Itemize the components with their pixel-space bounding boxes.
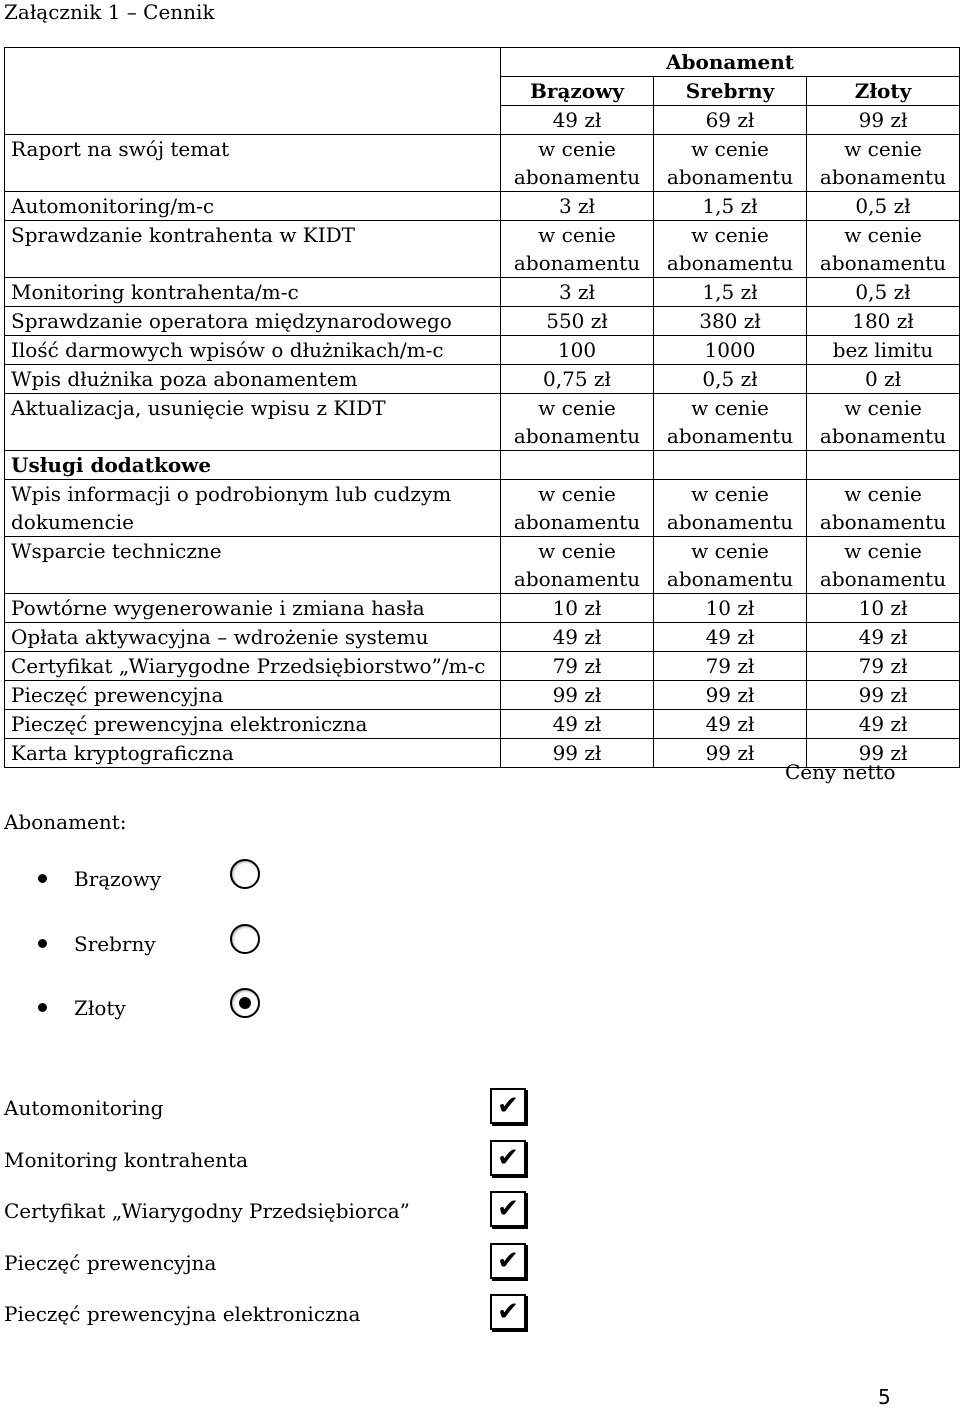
table-row xyxy=(5,652,960,681)
addon-label: Automonitoring xyxy=(4,1096,164,1120)
row-value: 99 zł xyxy=(501,739,654,768)
row-value: 99 zł xyxy=(654,681,807,710)
row-value: w cenie abonamentu xyxy=(501,537,654,594)
header-empty-cell xyxy=(5,48,501,77)
bullet-icon xyxy=(38,1003,47,1012)
table-row xyxy=(5,710,960,739)
row-value: 79 zł xyxy=(654,652,807,681)
table-row xyxy=(5,623,960,652)
row-value: 99 zł xyxy=(654,739,807,768)
row-value: 79 zł xyxy=(807,652,960,681)
page-number: 5 xyxy=(878,1385,891,1409)
bullet-icon xyxy=(38,939,47,948)
row-value: 49 zł xyxy=(807,623,960,652)
subscription-option-label: Złoty xyxy=(74,996,126,1020)
row-label: Pieczęć prewencyjna xyxy=(5,681,501,710)
plan-price-brazowy: 49 zł xyxy=(501,106,654,135)
row-label: Sprawdzanie operatora międzynarodowego xyxy=(5,307,501,336)
row-value: bez limitu xyxy=(807,336,960,365)
abonament-group-header: Abonament xyxy=(501,48,960,77)
row-label: Raport na swój temat xyxy=(5,135,501,192)
row-value: 99 zł xyxy=(501,681,654,710)
addon-item[interactable] xyxy=(0,1243,560,1283)
row-value: 99 zł xyxy=(807,681,960,710)
addon-item[interactable] xyxy=(0,1140,560,1180)
addon-item[interactable] xyxy=(0,1294,560,1334)
radio-checked-icon[interactable] xyxy=(230,988,260,1018)
pricing-table-body xyxy=(5,48,960,768)
radio-unchecked-icon[interactable] xyxy=(230,859,260,889)
addon-label: Certyfikat „Wiarygodny Przedsiębiorca” xyxy=(4,1199,410,1223)
row-value: 99 zł xyxy=(807,739,960,768)
addon-label: Pieczęć prewencyjna elektroniczna xyxy=(4,1302,361,1326)
row-value: 0,5 zł xyxy=(654,365,807,394)
radio-unchecked-icon[interactable] xyxy=(230,924,260,954)
section-header-row xyxy=(5,451,960,480)
row-value: w cenie abonamentu xyxy=(501,394,654,451)
row-value: w cenie abonamentu xyxy=(501,221,654,278)
row-value: 79 zł xyxy=(501,652,654,681)
row-value: 1000 xyxy=(654,336,807,365)
plan-name-srebrny: Srebrny xyxy=(654,77,807,106)
table-row xyxy=(5,681,960,710)
subscription-option-label: Srebrny xyxy=(74,932,156,956)
plan-price-zloty: 99 zł xyxy=(807,106,960,135)
row-label: Certyfikat „Wiarygodne Przedsiębiorstwo”/m-c xyxy=(5,652,501,681)
subscription-label: Abonament: xyxy=(4,810,127,834)
row-value: w cenie abonamentu xyxy=(654,221,807,278)
table-row xyxy=(5,336,960,365)
row-value: w cenie abonamentu xyxy=(501,135,654,192)
row-label: Opłata aktywacyjna – wdrożenie systemu xyxy=(5,623,501,652)
table-row xyxy=(5,192,960,221)
row-value: w cenie abonamentu xyxy=(807,221,960,278)
row-value: 49 zł xyxy=(807,710,960,739)
row-value: w cenie abonamentu xyxy=(654,480,807,537)
subscription-option[interactable] xyxy=(0,859,400,899)
header-row-group xyxy=(5,48,960,77)
row-value: 100 xyxy=(501,336,654,365)
net-prices-note: Ceny netto xyxy=(785,760,896,784)
row-value: w cenie abonamentu xyxy=(807,135,960,192)
table-row xyxy=(5,278,960,307)
checkbox-checked-icon[interactable]: ✔ xyxy=(490,1191,526,1227)
pricing-table xyxy=(4,47,960,768)
row-label: Wpis informacji o podrobionym lub cudzym dokumencie xyxy=(5,480,501,537)
checkbox-checked-icon[interactable]: ✔ xyxy=(490,1140,526,1176)
addon-label: Monitoring kontrahenta xyxy=(4,1148,248,1172)
row-value: 10 zł xyxy=(654,594,807,623)
header-empty-cell xyxy=(5,106,501,135)
header-empty-cell xyxy=(5,77,501,106)
table-row xyxy=(5,365,960,394)
row-value: 3 zł xyxy=(501,192,654,221)
table-row xyxy=(5,480,960,537)
row-value: w cenie abonamentu xyxy=(501,480,654,537)
row-value: 550 zł xyxy=(501,307,654,336)
row-value: w cenie abonamentu xyxy=(654,537,807,594)
row-value: 0 zł xyxy=(807,365,960,394)
row-label: Pieczęć prewencyjna elektroniczna xyxy=(5,710,501,739)
row-value: 0,5 zł xyxy=(807,192,960,221)
row-label: Aktualizacja, usunięcie wpisu z KIDT xyxy=(5,394,501,451)
row-label: Sprawdzanie kontrahenta w KIDT xyxy=(5,221,501,278)
section-header: Usługi dodatkowe xyxy=(5,451,501,480)
table-row xyxy=(5,394,960,451)
subscription-option[interactable] xyxy=(0,988,400,1028)
empty-cell xyxy=(654,451,807,480)
table-row xyxy=(5,537,960,594)
plan-name-zloty: Złoty xyxy=(807,77,960,106)
table-row xyxy=(5,221,960,278)
row-value: 10 zł xyxy=(807,594,960,623)
row-value: 49 zł xyxy=(501,623,654,652)
row-value: w cenie abonamentu xyxy=(654,394,807,451)
row-value: 49 zł xyxy=(501,710,654,739)
row-value: 49 zł xyxy=(654,623,807,652)
row-label: Karta kryptograficzna xyxy=(5,739,501,768)
row-value: w cenie abonamentu xyxy=(654,135,807,192)
row-value: 0,5 zł xyxy=(807,278,960,307)
row-value: 380 zł xyxy=(654,307,807,336)
addon-item[interactable] xyxy=(0,1088,560,1128)
row-label: Automonitoring/m-c xyxy=(5,192,501,221)
row-label: Wpis dłużnika poza abonamentem xyxy=(5,365,501,394)
row-value: 1,5 zł xyxy=(654,278,807,307)
row-value: 1,5 zł xyxy=(654,192,807,221)
subscription-option-label: Brązowy xyxy=(74,867,162,891)
addon-item[interactable] xyxy=(0,1191,560,1231)
row-value: 0,75 zł xyxy=(501,365,654,394)
empty-cell xyxy=(501,451,654,480)
row-value: w cenie abonamentu xyxy=(807,394,960,451)
row-label: Wsparcie techniczne xyxy=(5,537,501,594)
row-label: Ilość darmowych wpisów o dłużnikach/m-c xyxy=(5,336,501,365)
addon-label: Pieczęć prewencyjna xyxy=(4,1251,217,1275)
plan-price-srebrny: 69 zł xyxy=(654,106,807,135)
checkbox-checked-icon[interactable]: ✔ xyxy=(490,1243,526,1279)
table-row xyxy=(5,135,960,192)
checkbox-checked-icon[interactable]: ✔ xyxy=(490,1294,526,1330)
row-value: w cenie abonamentu xyxy=(807,537,960,594)
row-value: 180 zł xyxy=(807,307,960,336)
subscription-option[interactable] xyxy=(0,924,400,964)
row-value: 49 zł xyxy=(654,710,807,739)
row-value: 3 zł xyxy=(501,278,654,307)
empty-cell xyxy=(807,451,960,480)
row-label: Powtórne wygenerowanie i zmiana hasła xyxy=(5,594,501,623)
row-label: Monitoring kontrahenta/m-c xyxy=(5,278,501,307)
row-value: w cenie abonamentu xyxy=(807,480,960,537)
header-row-prices xyxy=(5,106,960,135)
checkbox-checked-icon[interactable]: ✔ xyxy=(490,1088,526,1124)
page-title: Załącznik 1 – Cennik xyxy=(4,0,215,24)
table-row xyxy=(5,307,960,336)
row-value: 10 zł xyxy=(501,594,654,623)
plan-name-brazowy: Brązowy xyxy=(501,77,654,106)
table-row xyxy=(5,594,960,623)
header-row-plans xyxy=(5,77,960,106)
bullet-icon xyxy=(38,874,47,883)
